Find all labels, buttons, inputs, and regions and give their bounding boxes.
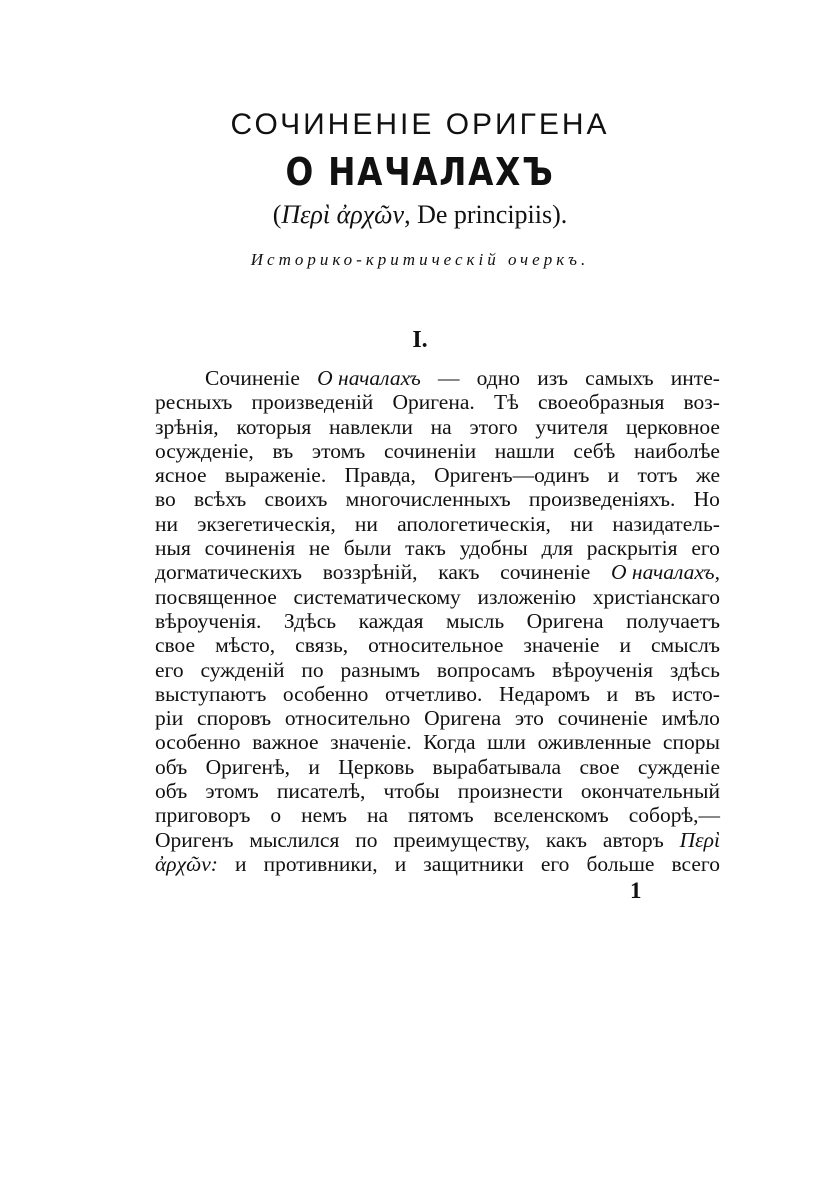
word: вырабатывала [432,754,562,779]
word: пятомъ [408,803,474,828]
word: ἀρχῶν: [155,851,218,876]
word: объ [155,779,188,804]
word: наиболѣе [634,438,720,463]
word: нашли [494,438,555,463]
word: его [155,657,184,682]
word: Когда [423,730,476,755]
word: посвященное [155,584,277,609]
word: произведеній [251,390,374,415]
text-line [155,366,720,390]
word: споровъ [197,706,272,731]
word: О началахъ, [611,560,720,585]
word: Оригенѣ, [205,754,291,779]
word: инте- [670,366,720,390]
subtitle-rest: , De principiis). [404,200,568,229]
word: и [394,851,407,876]
word: изложенію [477,584,577,609]
text-line [155,706,720,730]
word: своихъ [264,487,328,512]
text-line [155,658,720,682]
word: Оригена [526,608,604,633]
word: каждая [358,608,424,633]
word: всѣхъ [194,487,247,512]
word: относительно [284,706,411,731]
word: приговоръ [155,803,251,828]
word: связь, [295,633,349,658]
word: шли [487,730,526,755]
word: систематическому [293,584,461,609]
word: чтобы [383,779,440,804]
page-number: 1 [630,878,642,903]
word: вопросамъ [436,657,536,682]
word: о [270,803,282,828]
text-line [155,463,720,487]
word: относительное [368,633,504,658]
word: особенно [155,730,241,755]
text-line [155,730,720,754]
word: Недаромъ [498,681,591,706]
word: мѣсто, [215,633,276,658]
word: свое [155,633,196,658]
word: сочиненіе [500,560,591,585]
word: такъ [405,536,446,561]
word: вѣроученія [552,657,654,682]
word: ни [570,511,594,536]
word: многочисленныхъ [345,487,511,512]
word: ріи [155,706,184,731]
word: смыслъ [650,633,720,658]
word: его [691,536,720,561]
word: выступаютъ [155,681,267,706]
word: въ [272,438,294,463]
word: — [437,366,460,390]
word: ныя [155,536,191,561]
word: выраженіе. [224,463,327,488]
text-line [155,560,720,584]
word: въ [634,681,656,706]
word: какъ [545,827,588,852]
subtitle-open: ( [272,200,282,229]
word: на [366,803,389,828]
word: Оригенъ—одинъ [434,463,590,488]
word: назидатель- [612,511,720,536]
word: отчетливо. [384,681,483,706]
body-paragraph [155,366,720,876]
word: были [343,536,392,561]
text-line [155,682,720,706]
word: сочиненія [204,536,296,561]
word: учителя [535,414,609,439]
word: этомъ [205,779,259,804]
word: во [155,487,176,512]
word: исто- [671,681,720,706]
text-line [155,415,720,439]
word: Здѣсь [283,608,337,633]
word: ни [354,511,378,536]
word: произнести [457,779,563,804]
text-line [155,439,720,463]
word: самыхъ [585,366,654,390]
word: которыя [236,414,312,439]
word: мыслился [249,827,340,852]
word: и [607,463,620,488]
word: изъ [537,366,568,390]
word: авторъ [602,827,664,852]
word: это [514,706,544,731]
word: сочиненіи [384,438,477,463]
subtitle-greek: Περὶ ἀρχῶν [281,200,405,229]
text-line [155,609,720,633]
word: раскрытія [586,536,678,561]
word: свое [579,754,620,779]
word: и [606,681,619,706]
word: какъ [438,560,480,585]
word: ни [155,511,179,536]
title-note: Историко-критическій очеркъ. [250,250,590,269]
word: противники, [263,851,378,876]
word: по [355,827,378,852]
word: соборѣ,— [628,803,720,828]
word: писателѣ, [276,779,366,804]
word: одно [476,366,520,390]
word: навлекли [329,414,413,439]
title-subtitle [0,200,840,230]
word: значеніе [523,633,600,658]
word: тотъ [637,463,678,488]
word: Тѣ [493,390,519,415]
word: и [235,851,247,876]
word: же [695,463,720,488]
word: христіанскаго [592,584,720,609]
word: споры [662,730,720,755]
word: и [619,633,631,658]
title-main: О НАЧАЛАХЪ [285,150,555,194]
word: важное [252,730,319,755]
word: догматическихъ [155,560,303,585]
word: не [308,536,330,561]
word: Оригена. [392,390,475,415]
word: осужденіе, [155,438,254,463]
word: зрѣнія, [155,414,219,439]
word: мысль [446,608,505,633]
word: окончательный [580,779,720,804]
word: больше [586,851,655,876]
word: церковное [625,414,720,439]
text-line [155,487,720,511]
word: защитники [423,851,524,876]
word: здѣсь [669,657,720,682]
word: Оригенъ [155,827,234,852]
word: Но [693,487,720,512]
section-number: I. [412,327,428,353]
word: сужденій [200,657,285,682]
word: имѣло [661,706,720,731]
word: сочиненіе [557,706,648,731]
text-line [155,512,720,536]
word: произведеніяхъ. [528,487,676,512]
word: сужденіе [637,754,720,779]
text-line [155,803,720,827]
word: воз- [683,390,720,415]
word: его [540,851,570,876]
word: экзегетическія, [197,511,336,536]
word: ясное [155,463,207,488]
word: апологетическія, [397,511,551,536]
text-line [155,536,720,560]
text-line [155,852,720,876]
text-line [155,633,720,657]
text-line [155,755,720,779]
word: ресныхъ [155,390,233,415]
word: разнымъ [340,657,420,682]
word: на [430,414,452,439]
word: по [301,657,324,682]
word: Церковь [338,754,415,779]
word: Правда, [344,463,416,488]
word: оживленные [537,730,652,755]
word: этомъ [311,438,366,463]
word: немъ [301,803,347,828]
text-line [155,390,720,414]
word: своеобразныя [537,390,665,415]
word: себѣ [573,438,616,463]
word: воззрѣній, [322,560,418,585]
word: О началахъ [317,366,421,390]
word: и [308,754,320,779]
word: Περὶ [679,827,720,852]
title-top: СОЧИНЕНІЕ ОРИГЕНА [230,108,610,141]
word: для [541,536,574,561]
text-line [155,779,720,803]
word: удобны [459,536,528,561]
text-line [155,585,720,609]
word: преимуществу, [393,827,530,852]
word: всего [671,851,720,876]
word: вселенскомъ [493,803,609,828]
word: Сочиненіе [205,366,300,390]
word: значеніе. [330,730,412,755]
word: особенно [282,681,369,706]
word: вѣроученія. [155,608,262,633]
word: Оригена [424,706,502,731]
text-line [155,828,720,852]
word: получаетъ [626,608,720,633]
word: этого [469,414,518,439]
word: объ [155,754,188,779]
